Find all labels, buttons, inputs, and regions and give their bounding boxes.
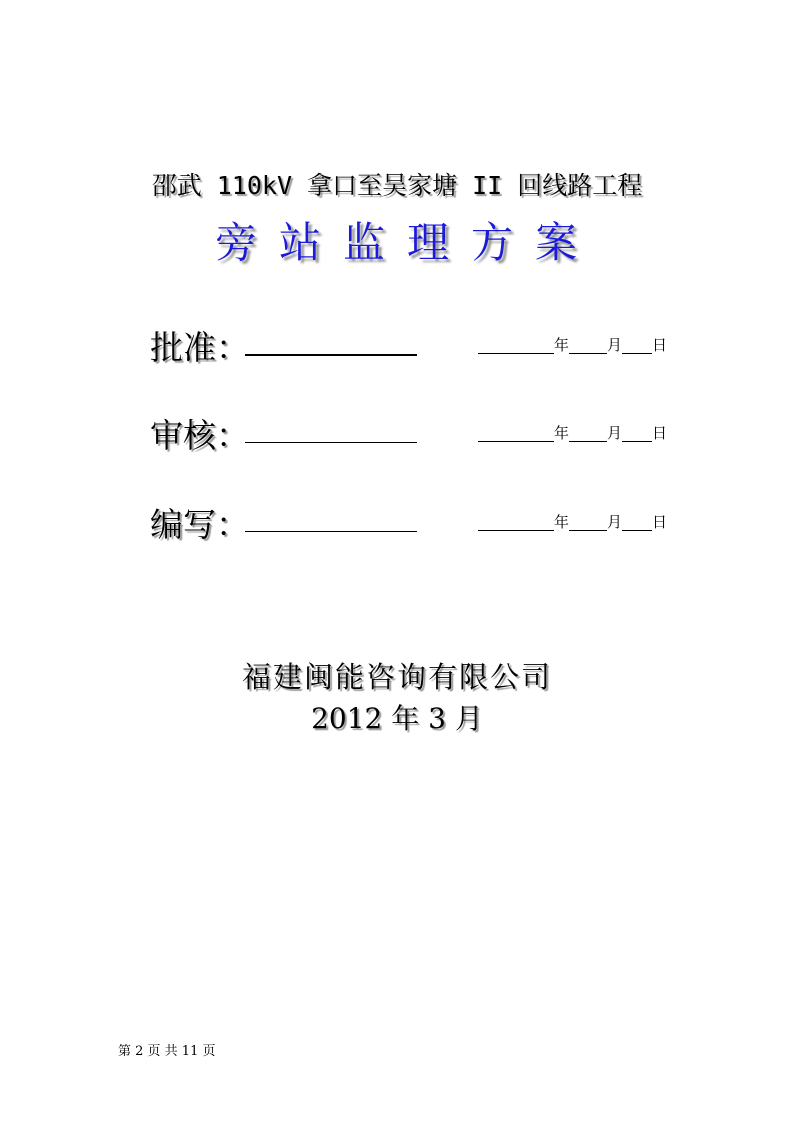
date-unit-day: 日: [652, 424, 668, 442]
date-unit-year: 年: [554, 424, 570, 442]
date-unit-month: 月: [607, 513, 623, 531]
signature-row-approve: [150, 322, 710, 370]
signature-label-approve: 批准：: [150, 328, 249, 367]
date-blank-month[interactable]: [569, 424, 607, 442]
project-title: 邵武 110kV 拿口至吴家塘 II 回线路工程: [151, 171, 643, 200]
date-blank-day[interactable]: [622, 336, 652, 354]
date-blank-day[interactable]: [622, 424, 652, 442]
signature-row-review: [150, 410, 710, 458]
document-date: 2012 年 3 月: [311, 702, 483, 735]
date-unit-year: 年: [554, 513, 570, 531]
date-unit-day: 日: [652, 336, 668, 354]
signature-row-author: [150, 499, 710, 547]
date-blank-year[interactable]: [478, 513, 554, 531]
date-group-review: [478, 424, 667, 448]
date-blank-month[interactable]: [569, 513, 607, 531]
signature-line-approve[interactable]: [245, 354, 417, 356]
page-footer: 第 2 页 共 11 页: [118, 1044, 216, 1059]
date-unit-month: 月: [607, 336, 623, 354]
date-blank-year[interactable]: [478, 424, 554, 442]
signature-line-author[interactable]: [245, 531, 417, 532]
date-blank-month[interactable]: [569, 336, 607, 354]
signature-line-review[interactable]: [245, 442, 417, 443]
date-blank-year[interactable]: [478, 336, 554, 354]
date-unit-day: 日: [652, 513, 668, 531]
date-unit-month: 月: [607, 424, 623, 442]
date-group-approve: [478, 336, 667, 360]
signature-label-review: 审核：: [150, 416, 249, 455]
date-blank-day[interactable]: [622, 513, 652, 531]
signature-label-author: 编写：: [150, 505, 249, 544]
date-unit-year: 年: [554, 336, 570, 354]
date-group-author: [478, 513, 667, 537]
company-name: 福建闽能咨询有限公司: [241, 660, 552, 694]
document-title: 旁站监理方案: [214, 218, 599, 267]
